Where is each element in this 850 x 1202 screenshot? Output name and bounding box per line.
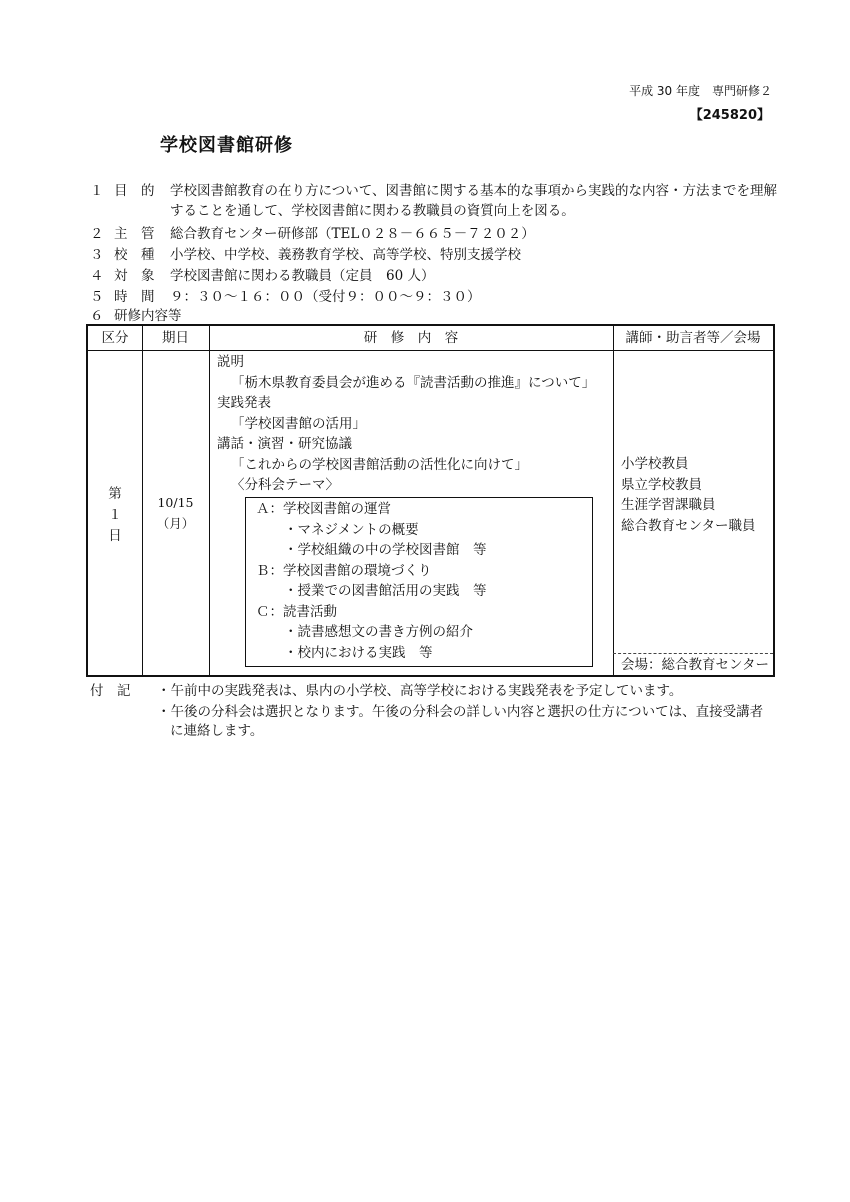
item-label: 主 管 [114, 226, 155, 242]
venue: 会場：総合教育センター [621, 657, 769, 673]
item-text: 総合教育センター研修部（TEL０２８－６６５－７２０２） [170, 226, 535, 242]
theme-item: ・学校組織の中の学校図書館 等 [284, 542, 487, 558]
item-number: ５ [90, 289, 104, 305]
item-number: １ [90, 183, 104, 199]
header-lecturers: 講師・助言者等／会場 [625, 330, 761, 346]
item-number: ６ [90, 308, 104, 324]
division-char: １ [108, 507, 122, 523]
page-title: 学校図書館研修 [160, 135, 293, 156]
item-number: ３ [90, 247, 104, 263]
content-line: 「栃木県教育委員会が進める『読書活動の推進』について」 [231, 374, 596, 391]
item-text: 学校図書館教育の在り方について、図書館に関する基本的な事項から実践的な内容・方法までを理解することを通して、学校図書館に関わる教職員の資質向上を図る。 [170, 183, 777, 219]
note-line: ・午後の分科会は選択となります。午後の分科会の詳しい内容と選択の仕方については、直接受講者 [157, 704, 764, 720]
theme-item: ・マネジメントの概要 [284, 521, 419, 538]
header-division: 区分 [101, 330, 129, 346]
item-label: 校 種 [114, 247, 155, 263]
course-code: 【245820】 [689, 108, 770, 123]
item-label: 目 的 [114, 183, 155, 199]
date-value: 10/15 [157, 495, 194, 510]
division-char: 日 [108, 528, 122, 544]
lecturers-cell [621, 454, 755, 536]
item-label: 対 象 [114, 268, 155, 284]
header-divider [88, 350, 773, 351]
content-line: 説明 [217, 354, 244, 370]
theme-heading: Ｃ：読書活動 [256, 603, 337, 620]
column-divider [613, 326, 614, 675]
date-cell [142, 493, 209, 534]
notes-label: 付 記 [90, 683, 131, 699]
theme-heading: Ａ：学校図書館の運営 [256, 501, 391, 517]
theme-item: ・読書感想文の書き方例の紹介 [284, 624, 473, 640]
item-label: 研修内容等 [114, 308, 182, 324]
item-text: 小学校、中学校、義務教育学校、高等学校、特別支援学校 [170, 247, 521, 263]
subcommittee-themes-box [245, 497, 593, 667]
note-line: に連絡します。 [170, 723, 264, 739]
division-cell [88, 484, 142, 547]
theme-heading: Ｂ：学校図書館の環境づくり [256, 562, 432, 579]
content-line: 「これからの学校図書館活動の活性化に向けて」 [231, 456, 528, 473]
lecturer: 総合教育センター職員 [621, 517, 756, 534]
item-text: ９：３０～１６：００（受付９：００～９：３０） [170, 289, 481, 305]
header-date: 期日 [162, 330, 189, 346]
content-line: 〈分科会テーマ〉 [231, 477, 339, 493]
header-content: 研 修 内 容 [363, 330, 459, 346]
weekday-value: （月） [156, 515, 195, 531]
content-line: 「学校図書館の活用」 [231, 415, 366, 432]
item-number: ４ [90, 268, 104, 284]
item-number: ２ [90, 226, 104, 242]
column-divider [209, 326, 210, 675]
item-label: 時 間 [114, 289, 155, 305]
note-line: ・午前中の実践発表は、県内の小学校、高等学校における実践発表を予定しています。 [157, 683, 683, 699]
themes-list [256, 499, 487, 663]
schedule-table [86, 324, 775, 677]
theme-item: ・授業での図書館活用の実践 等 [284, 583, 487, 599]
lecturer: 生涯学習課職員 [621, 497, 716, 513]
content-line: 講話・演習・研究協議 [217, 436, 352, 452]
theme-item: ・校内における実践 等 [284, 644, 433, 661]
division-char: 第 [108, 486, 122, 502]
lecturer: 県立学校教員 [621, 476, 702, 493]
content-cell [217, 352, 595, 496]
header-year-label: 平成 30 年度 専門研修２ [629, 84, 772, 98]
item-text: 学校図書館に関わる教職員（定員 60 人） [170, 268, 435, 284]
venue-divider [613, 653, 773, 654]
lecturer: 小学校教員 [621, 456, 689, 472]
content-line: 実践発表 [217, 395, 271, 411]
